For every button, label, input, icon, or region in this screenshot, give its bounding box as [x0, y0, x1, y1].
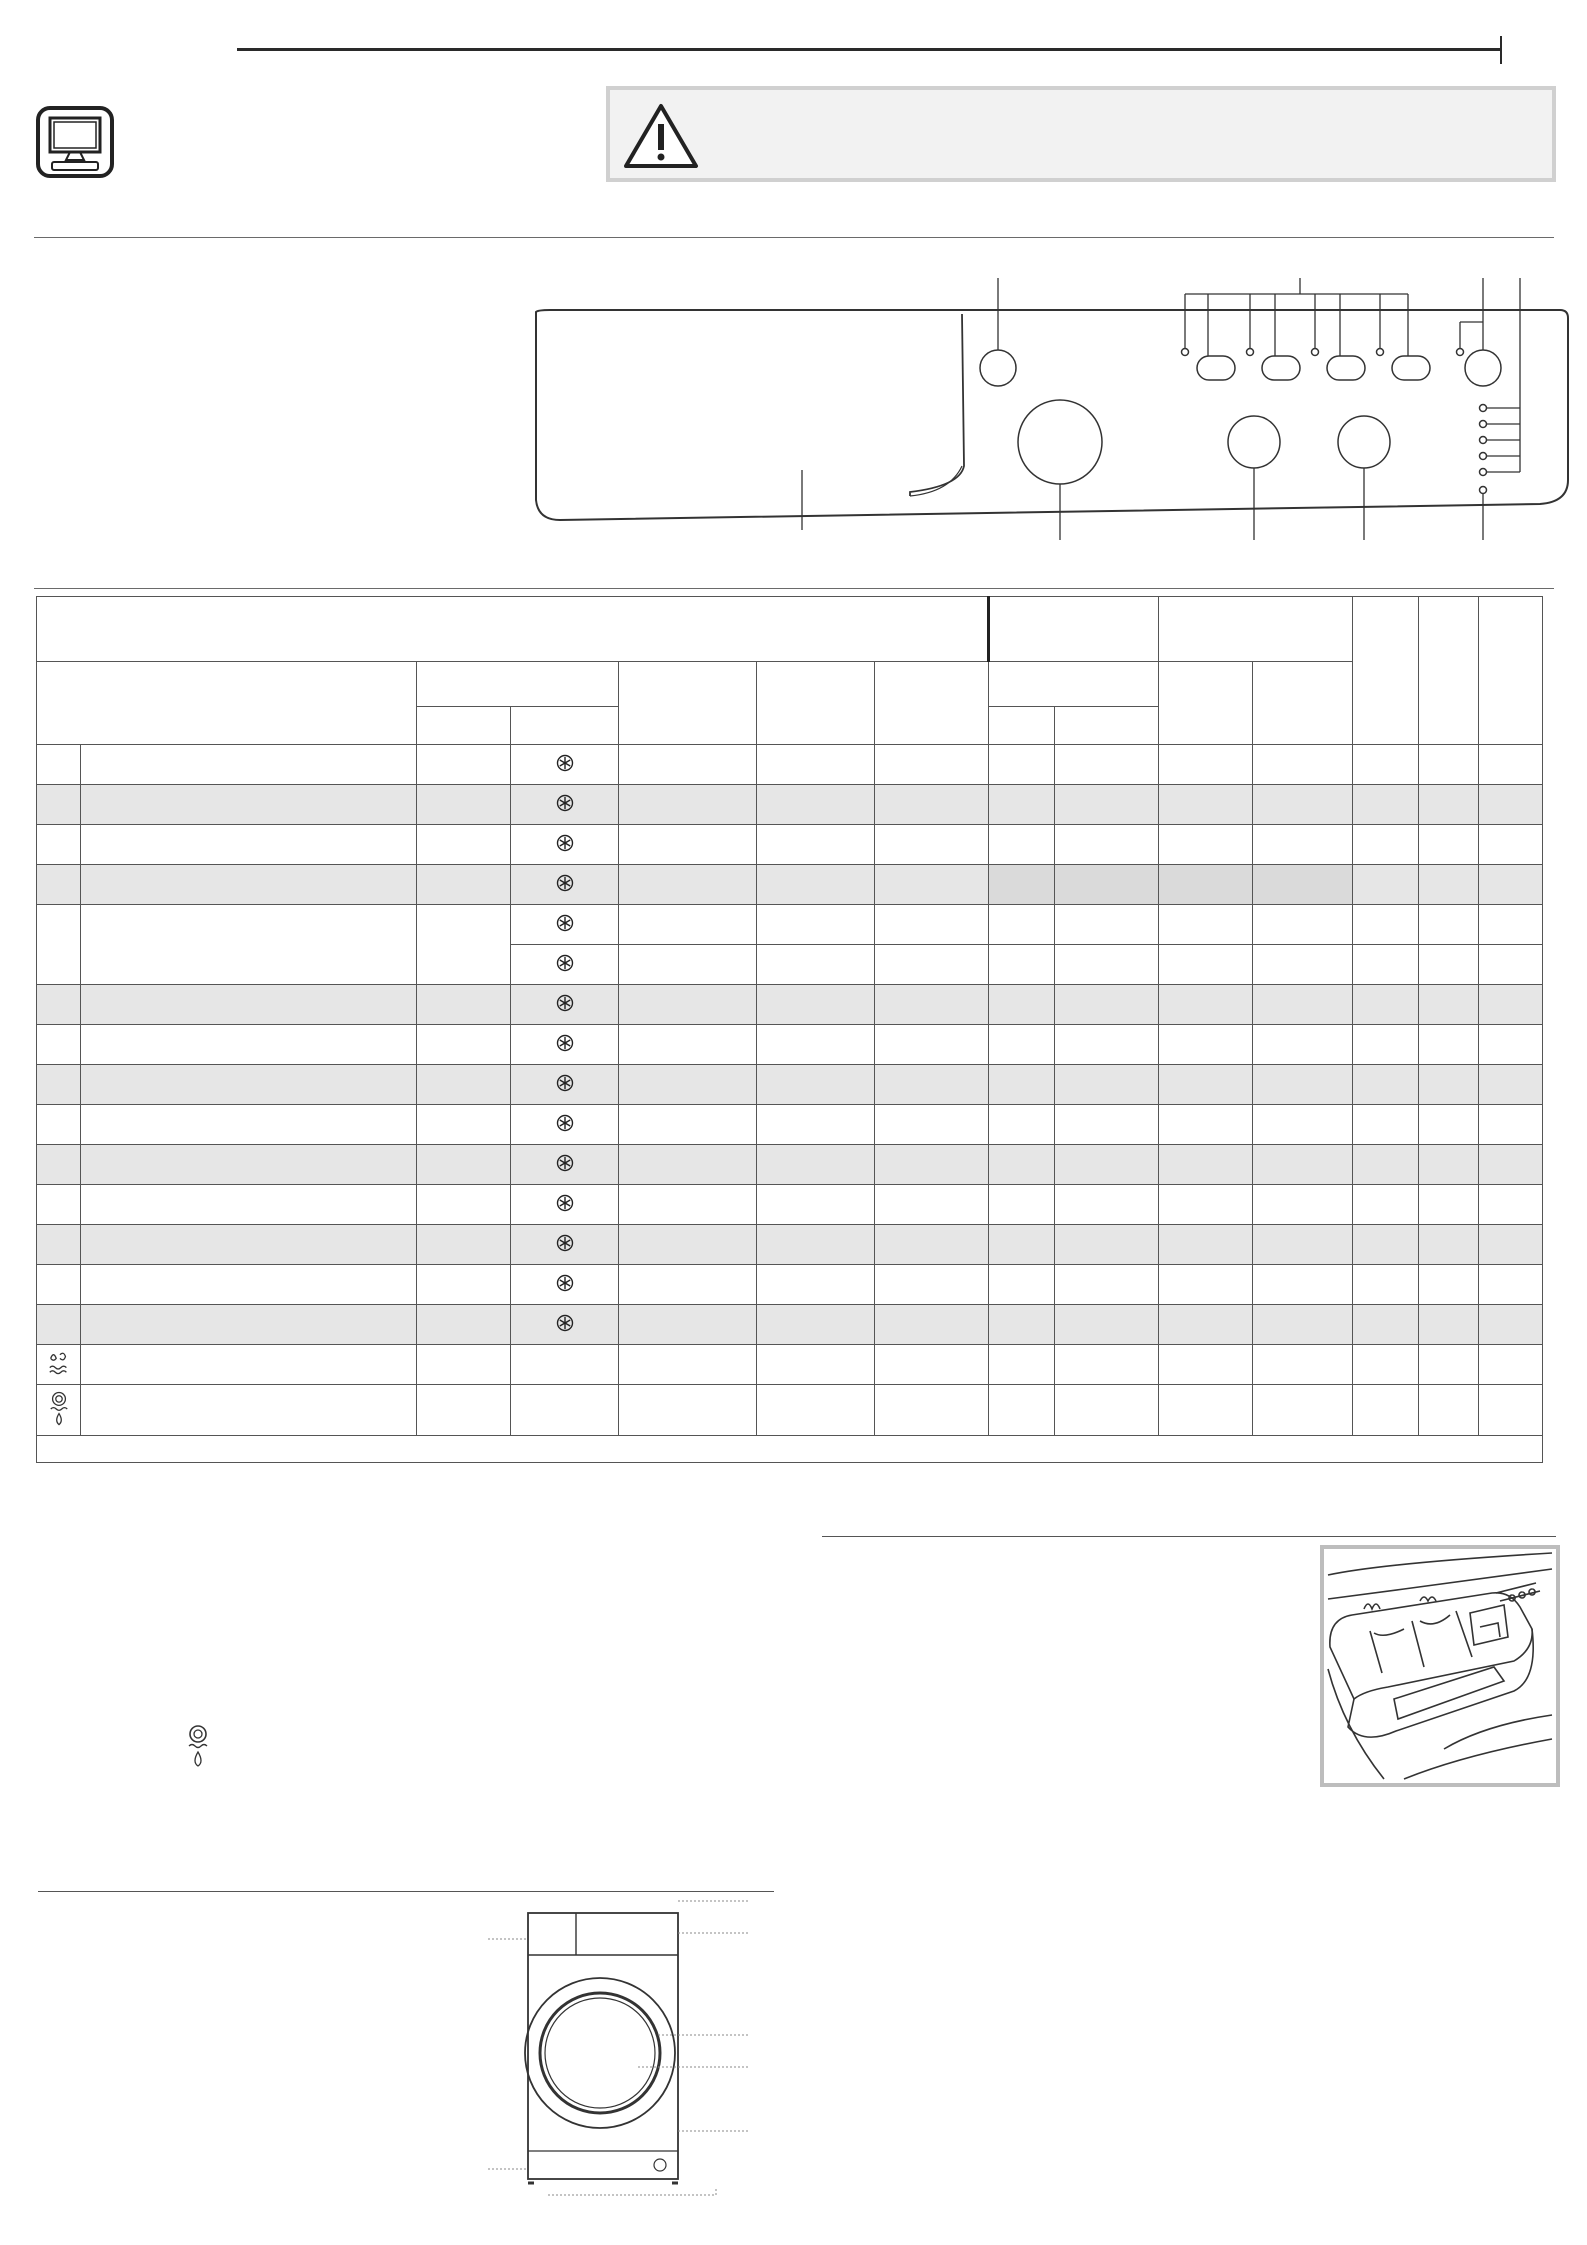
snowflake-icon [511, 1265, 619, 1305]
table-cell [1353, 905, 1419, 945]
table-cell [757, 945, 875, 985]
table-cell [1353, 825, 1419, 865]
table-cell [875, 1065, 989, 1105]
table-row [37, 1185, 1543, 1225]
table-cell [619, 905, 757, 945]
warning-box [606, 86, 1556, 182]
table-cell [511, 1385, 619, 1436]
snowflake-icon [511, 825, 619, 865]
table-row [37, 1025, 1543, 1065]
table-cell [81, 1385, 417, 1436]
table-cell [1479, 945, 1543, 985]
table-cell [1479, 825, 1543, 865]
table-cell [1479, 1265, 1543, 1305]
table-cell [1253, 785, 1353, 825]
table-cell [1353, 1185, 1419, 1225]
section-rule [822, 1536, 1556, 1537]
table-cell [1253, 1105, 1353, 1145]
spin-drain-icon [37, 1385, 81, 1436]
table-cell [1353, 945, 1419, 985]
table-cell [989, 1305, 1055, 1345]
monitor-icon [36, 106, 114, 178]
table-cell [1055, 825, 1159, 865]
table-cell [1479, 905, 1543, 945]
table-row [37, 1345, 1543, 1385]
table-cell [1479, 1145, 1543, 1185]
table-cell [619, 945, 757, 985]
table-cell [81, 1185, 417, 1225]
table-cell [989, 1145, 1055, 1185]
table-header-row [37, 597, 1543, 662]
section-rule [34, 588, 1554, 589]
table-cell [757, 1185, 875, 1225]
table-cell [417, 905, 511, 985]
table-cell [1479, 1305, 1543, 1345]
table-cell [619, 1185, 757, 1225]
table-cell [757, 1265, 875, 1305]
table-cell [1159, 1145, 1253, 1185]
table-cell [875, 1385, 989, 1436]
table-cell [1479, 1225, 1543, 1265]
table-cell [37, 745, 81, 785]
table-cell [1353, 785, 1419, 825]
snowflake-icon [511, 945, 619, 985]
table-cell [1253, 1025, 1353, 1065]
table-cell [37, 905, 81, 985]
table-cell [875, 825, 989, 865]
table-cell [1353, 1265, 1419, 1305]
table-cell [37, 1145, 81, 1185]
table-row [37, 1065, 1543, 1105]
table-row [37, 905, 1543, 945]
table-cell [1159, 905, 1253, 945]
table-cell [1253, 985, 1353, 1025]
table-cell [1159, 1345, 1253, 1385]
table-cell [81, 745, 417, 785]
table-cell [875, 1185, 989, 1225]
table-cell [417, 1345, 511, 1385]
table-cell [1353, 1225, 1419, 1265]
snowflake-icon [511, 1065, 619, 1105]
table-cell [1479, 865, 1543, 905]
table-cell [37, 1065, 81, 1105]
table-cell [1159, 985, 1253, 1025]
table-row [37, 1145, 1543, 1185]
table-cell [1479, 985, 1543, 1025]
table-cell [1055, 745, 1159, 785]
table-row [37, 985, 1543, 1025]
snowflake-icon [511, 905, 619, 945]
table-cell [989, 905, 1055, 945]
table-cell [417, 1025, 511, 1065]
table-cell [989, 1225, 1055, 1265]
table-cell [989, 745, 1055, 785]
table-cell [1253, 905, 1353, 945]
table-cell [1419, 945, 1479, 985]
table-cell [757, 1145, 875, 1185]
table-cell [875, 985, 989, 1025]
table-cell [1419, 1145, 1479, 1185]
table-cell [417, 785, 511, 825]
table-cell [619, 1385, 757, 1436]
table-cell [1159, 1105, 1253, 1145]
table-cell [875, 785, 989, 825]
snowflake-icon [511, 865, 619, 905]
table-cell [989, 985, 1055, 1025]
washing-machine-diagram [488, 1893, 758, 2203]
table-cell [875, 1265, 989, 1305]
table-cell [417, 1105, 511, 1145]
table-cell [1419, 785, 1479, 825]
rinse-icon [37, 1345, 81, 1385]
table-cell [1419, 905, 1479, 945]
table-cell [619, 1145, 757, 1185]
table-cell [417, 865, 511, 905]
snowflake-icon [511, 745, 619, 785]
table-cell [619, 745, 757, 785]
control-panel-diagram [530, 270, 1570, 545]
table-cell [1253, 1065, 1353, 1105]
table-cell [37, 1025, 81, 1065]
table-row [37, 865, 1543, 905]
warning-triangle-icon [622, 100, 700, 172]
table-row [37, 1225, 1543, 1265]
table-cell [1159, 825, 1253, 865]
table-cell [81, 825, 417, 865]
table-cell [1419, 865, 1479, 905]
table-cell [1159, 785, 1253, 825]
table-cell [619, 1065, 757, 1105]
table-cell [1055, 1025, 1159, 1065]
section-rule [38, 1891, 774, 1892]
table-cell [81, 1265, 417, 1305]
table-cell [1159, 1225, 1253, 1265]
table-cell [989, 1105, 1055, 1145]
table-row [37, 1265, 1543, 1305]
table-cell [417, 1265, 511, 1305]
snowflake-icon [511, 1305, 619, 1345]
table-cell [37, 1265, 81, 1305]
table-cell [417, 1305, 511, 1345]
table-cell [875, 945, 989, 985]
table-cell [1159, 745, 1253, 785]
table-cell [1353, 1105, 1419, 1145]
table-cell [81, 1305, 417, 1345]
table-cell [1159, 1185, 1253, 1225]
table-cell [757, 985, 875, 1025]
table-cell [417, 1185, 511, 1225]
table-cell [619, 1305, 757, 1345]
table-cell [81, 1105, 417, 1145]
table-cell [1419, 1065, 1479, 1105]
table-cell [757, 1305, 875, 1345]
table-cell [417, 1145, 511, 1185]
table-cell [37, 985, 81, 1025]
spin-drain-icon [186, 1724, 210, 1770]
table-cell [1479, 1025, 1543, 1065]
table-row [37, 1305, 1543, 1345]
table-cell [757, 825, 875, 865]
table-cell [757, 785, 875, 825]
snowflake-icon [511, 785, 619, 825]
table-cell [1055, 985, 1159, 1025]
table-cell [417, 985, 511, 1025]
table-row [37, 785, 1543, 825]
table-cell [989, 825, 1055, 865]
table-cell [757, 905, 875, 945]
table-cell [1419, 1225, 1479, 1265]
table-cell [1055, 945, 1159, 985]
table-cell [511, 1345, 619, 1385]
snowflake-icon [511, 1185, 619, 1225]
table-cell [757, 745, 875, 785]
table-cell [1479, 785, 1543, 825]
table-cell [81, 1065, 417, 1105]
table-cell [1353, 1025, 1419, 1065]
table-cell [875, 1305, 989, 1345]
table-cell [1159, 1385, 1253, 1436]
table-cell [37, 1105, 81, 1145]
table-cell [1353, 985, 1419, 1025]
table-cell [1419, 985, 1479, 1025]
table-cell [757, 1105, 875, 1145]
table-cell [875, 1145, 989, 1185]
table-cell [875, 905, 989, 945]
table-cell [757, 1385, 875, 1436]
table-cell [1479, 1345, 1543, 1385]
header-rule-tick [1500, 36, 1502, 64]
table-cell [1479, 1065, 1543, 1105]
table-cell [1159, 1025, 1253, 1065]
table-cell [1479, 745, 1543, 785]
table-cell [1253, 1185, 1353, 1225]
table-cell [1479, 1385, 1543, 1436]
table-cell [619, 825, 757, 865]
snowflake-icon [511, 1225, 619, 1265]
table-cell [1253, 825, 1353, 865]
table-cell [1055, 1145, 1159, 1185]
table-cell [989, 1265, 1055, 1305]
table-cell [989, 785, 1055, 825]
table-cell [1055, 865, 1159, 905]
table-cell [37, 825, 81, 865]
table-cell [1055, 785, 1159, 825]
table-row [37, 825, 1543, 865]
table-cell [417, 1065, 511, 1105]
table-cell [989, 1385, 1055, 1436]
table-cell [1253, 1345, 1353, 1385]
table-cell [1419, 1105, 1479, 1145]
table-cell [81, 1145, 417, 1185]
table-cell [1419, 1345, 1479, 1385]
table-cell [37, 785, 81, 825]
table-cell [1055, 1185, 1159, 1225]
table-cell [1419, 825, 1479, 865]
table-cell [1419, 745, 1479, 785]
table-cell [757, 1025, 875, 1065]
table-cell [989, 1345, 1055, 1385]
snowflake-icon [511, 985, 619, 1025]
table-cell [1353, 1345, 1419, 1385]
table-cell [757, 865, 875, 905]
table-cell [417, 745, 511, 785]
table-cell [1479, 1185, 1543, 1225]
detergent-dispenser-image [1320, 1545, 1560, 1787]
table-cell [81, 1225, 417, 1265]
snowflake-icon [511, 1145, 619, 1185]
table-cell [875, 865, 989, 905]
table-cell [1253, 745, 1353, 785]
table-cell [1253, 1385, 1353, 1436]
table-cell [1055, 1105, 1159, 1145]
table-cell [1055, 905, 1159, 945]
table-cell [619, 865, 757, 905]
table-cell [1253, 1225, 1353, 1265]
programme-table [36, 596, 1542, 1479]
table-cell [1055, 1305, 1159, 1345]
table-cell [989, 945, 1055, 985]
table-cell [81, 785, 417, 825]
snowflake-icon [511, 1105, 619, 1145]
table-cell [81, 1025, 417, 1065]
table-cell [37, 1305, 81, 1345]
table-cell [757, 1345, 875, 1385]
table-cell [1419, 1305, 1479, 1345]
table-cell [1419, 1185, 1479, 1225]
header-rule [237, 48, 1502, 51]
table-cell [619, 985, 757, 1025]
table-cell [81, 985, 417, 1025]
table-cell [619, 785, 757, 825]
table-cell [989, 1025, 1055, 1065]
table-cell [1159, 865, 1253, 905]
table-cell [1353, 1145, 1419, 1185]
table-cell [1353, 1065, 1419, 1105]
table-cell [619, 1025, 757, 1065]
table-cell [989, 1065, 1055, 1105]
table-cell [1353, 1385, 1419, 1436]
table-cell [875, 745, 989, 785]
snowflake-icon [511, 1025, 619, 1065]
table-cell [757, 1065, 875, 1105]
table-cell [1353, 865, 1419, 905]
table-header-row [37, 662, 1543, 707]
table-cell [81, 865, 417, 905]
table-cell [619, 1225, 757, 1265]
table-row [37, 745, 1543, 785]
table-cell [1419, 1025, 1479, 1065]
table-cell [1479, 1105, 1543, 1145]
table-cell [1055, 1065, 1159, 1105]
table-cell [1253, 1305, 1353, 1345]
table-cell [875, 1025, 989, 1065]
table-cell [417, 1225, 511, 1265]
table-cell [1055, 1345, 1159, 1385]
table-cell [1159, 1065, 1253, 1105]
table-cell [1253, 945, 1353, 985]
table-footer-row [37, 1436, 1543, 1463]
table-cell [81, 1345, 417, 1385]
table-cell [989, 865, 1055, 905]
table-cell [417, 1385, 511, 1436]
table-cell [417, 825, 511, 865]
table-row [37, 1385, 1543, 1436]
table-cell [1253, 1145, 1353, 1185]
table-cell [1055, 1385, 1159, 1436]
table-cell [1159, 1305, 1253, 1345]
table-cell [37, 865, 81, 905]
table-cell [989, 1185, 1055, 1225]
table-cell [1419, 1385, 1479, 1436]
table-cell [875, 1105, 989, 1145]
table-cell [37, 1185, 81, 1225]
table-cell [1159, 1265, 1253, 1305]
table-cell [619, 1345, 757, 1385]
table-cell [875, 1345, 989, 1385]
table-cell [875, 1225, 989, 1265]
table-cell [619, 1265, 757, 1305]
table-cell [1353, 1305, 1419, 1345]
table-cell [1353, 745, 1419, 785]
section-rule [34, 237, 1554, 238]
table-cell [81, 905, 417, 985]
table-cell [1253, 865, 1353, 905]
table-cell [1419, 1265, 1479, 1305]
table-row [37, 1105, 1543, 1145]
table-cell [1253, 1265, 1353, 1305]
table-cell [37, 1225, 81, 1265]
table-cell [619, 1105, 757, 1145]
table-cell [1159, 945, 1253, 985]
table-cell [1055, 1225, 1159, 1265]
table-cell [1055, 1265, 1159, 1305]
table-cell [757, 1225, 875, 1265]
